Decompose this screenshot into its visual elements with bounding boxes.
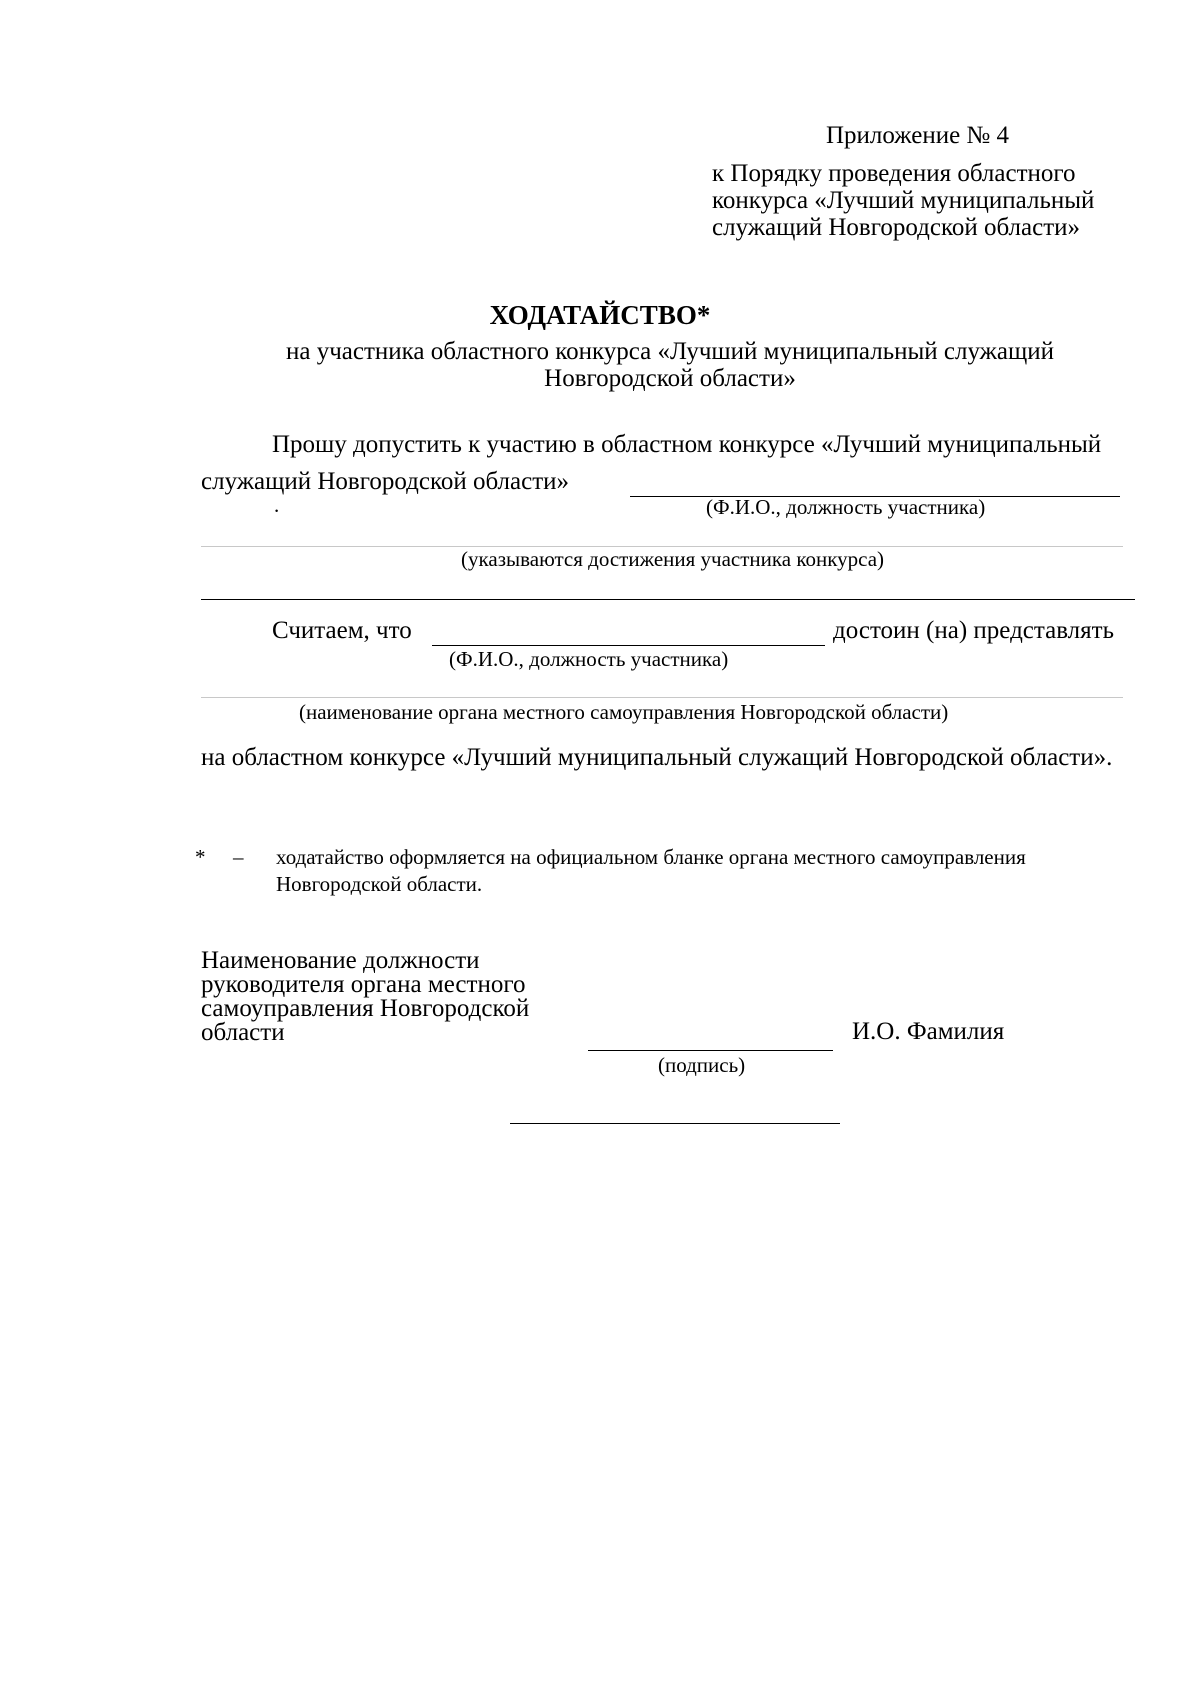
appendix-title: Приложение № 4 [826,122,1010,149]
signatory-position: Наименование должности руководителя органа местного самоуправления Новгородской области [201,947,530,1046]
document-subtitle: на участника областного конкурса «Лучший муниципальный служащий Новгородской области» [285,338,1055,392]
signatory-name: И.О. Фамилия [852,1018,1005,1045]
appendix-subtitle: к Порядку проведения областного конкурса «Лучший муниципальный служащий Новгородской области» [712,160,1095,241]
consider-fio-caption: (Ф.И.О., должность участника) [449,647,729,671]
stray-dot: . [274,493,280,517]
request-line-2: служащий Новгородской области» [201,468,570,495]
org-blank [201,697,1123,698]
signature-blank [588,1050,833,1051]
footnote-dash: – [233,845,244,869]
footnote-marker: * [195,845,206,869]
signature-caption: (подпись) [658,1053,746,1077]
achievements-blank-2 [201,599,1135,600]
conclusion-text: на областном конкурсе «Лучший муниципальный служащий Новгородской области». [201,744,1113,771]
request-line-1: Прошу допустить к участию в областном конкурсе «Лучший муниципальный [272,431,1102,458]
org-caption: (наименование органа местного самоуправления Новгородской области) [299,700,949,724]
footnote-text: ходатайство оформляется на официальном бланке органа местного самоуправления Новгородской области. [276,845,1026,896]
consider-prefix: Считаем, что [272,617,412,644]
consider-fio-blank [432,645,825,646]
consider-suffix: достоин (на) представлять [833,617,1114,644]
achievements-caption: (указываются достижения участника конкурса) [461,547,885,571]
participant-fio-caption: (Ф.И.О., должность участника) [706,495,986,519]
document-title: ХОДАТАЙСТВО* [489,300,711,330]
closing-divider [510,1123,840,1124]
